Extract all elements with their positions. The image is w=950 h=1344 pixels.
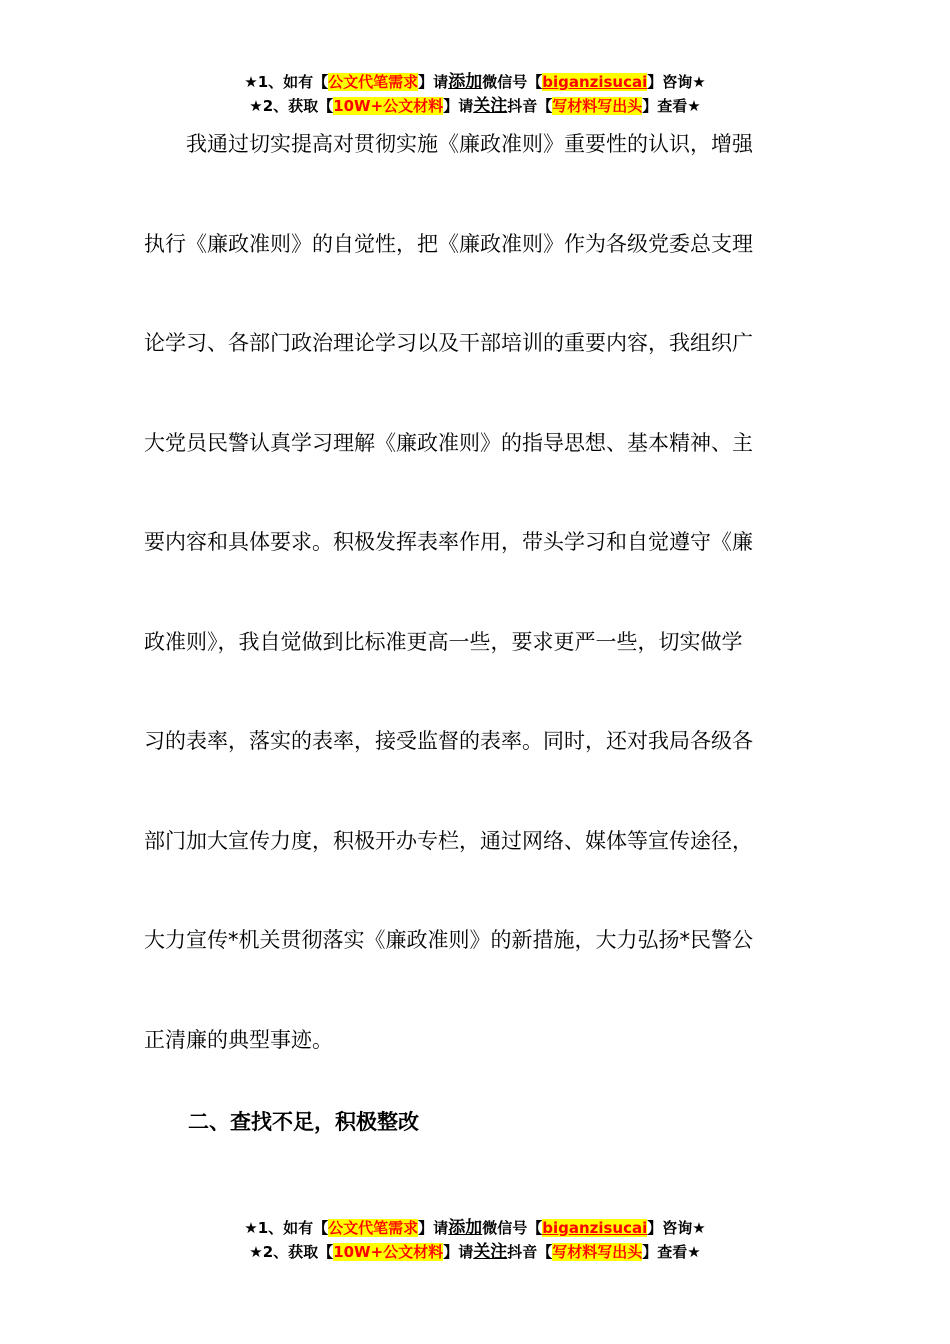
paragraph-line: 大党员民警认真学习理解《廉政准则》的指导思想、基本精神、主 <box>144 431 753 455</box>
paragraph-line: 政准则》，我自觉做到比标准更高一些，要求更严一些，切实做学 <box>144 630 743 654</box>
highlight-service: 公文代笔需求 <box>328 73 419 91</box>
banner-text: ★2、获取【 <box>249 97 334 115</box>
paragraph-line: 要内容和具体要求。积极发挥表率作用，带头学习和自觉遵守《廉 <box>144 530 753 554</box>
emphasis-follow: 关注 <box>473 96 508 116</box>
banner-line-2 <box>0 94 950 118</box>
paragraph-line: 我通过切实提高对贯彻实施《廉政准则》重要性的认识，增强 <box>144 132 753 156</box>
banner-text: 】咨询★ <box>647 1219 706 1237</box>
highlight-materials: 10W+公文材料 <box>333 97 444 115</box>
banner-text: 】请 <box>418 73 449 91</box>
banner-line-2 <box>0 1240 950 1264</box>
banner-text: 】请 <box>418 1219 449 1237</box>
banner-text: 】咨询★ <box>647 73 706 91</box>
banner-text: ★1、如有【 <box>244 1219 329 1237</box>
highlight-douyin-account[interactable]: 写材料写出头 <box>552 97 643 115</box>
highlight-wechat-id[interactable]: biganzisucai <box>542 1219 648 1237</box>
highlight-wechat-id[interactable]: biganzisucai <box>542 73 648 91</box>
banner-text: 】查看★ <box>642 1243 701 1261</box>
paragraph-line: 正清廉的典型事迹。 <box>144 1028 333 1052</box>
banner-text: 】请 <box>443 1243 474 1261</box>
paragraph-line: 执行《廉政准则》的自觉性，把《廉政准则》作为各级党委总支理 <box>144 232 753 256</box>
highlight-materials: 10W+公文材料 <box>333 1243 444 1261</box>
section-heading: 二、查找不足，积极整改 <box>188 1110 419 1134</box>
banner-text: ★1、如有【 <box>244 73 329 91</box>
emphasis-follow: 关注 <box>473 1242 508 1262</box>
footer-banner <box>0 1216 950 1264</box>
banner-text: 】查看★ <box>642 97 701 115</box>
emphasis-add: 添加 <box>448 1218 483 1238</box>
highlight-service: 公文代笔需求 <box>328 1219 419 1237</box>
banner-line-1 <box>0 70 950 94</box>
banner-text: 抖音【 <box>507 1243 553 1261</box>
banner-text: 】请 <box>443 97 474 115</box>
emphasis-add: 添加 <box>448 72 483 92</box>
banner-text: 微信号【 <box>482 1219 543 1237</box>
paragraph-line: 习的表率，落实的表率，接受监督的表率。同时，还对我局各级各 <box>144 729 753 753</box>
paragraph-line: 论学习、各部门政治理论学习以及干部培训的重要内容，我组织广 <box>144 331 753 355</box>
banner-text: ★2、获取【 <box>249 1243 334 1261</box>
header-banner <box>0 70 950 118</box>
paragraph-line: 部门加大宣传力度，积极开办专栏，通过网络、媒体等宣传途径， <box>144 829 753 853</box>
banner-text: 微信号【 <box>482 73 543 91</box>
banner-text: 抖音【 <box>507 97 553 115</box>
banner-line-1 <box>0 1216 950 1240</box>
paragraph-line: 大力宣传*机关贯彻落实《廉政准则》的新措施，大力弘扬*民警公 <box>144 928 753 952</box>
highlight-douyin-account[interactable]: 写材料写出头 <box>552 1243 643 1261</box>
